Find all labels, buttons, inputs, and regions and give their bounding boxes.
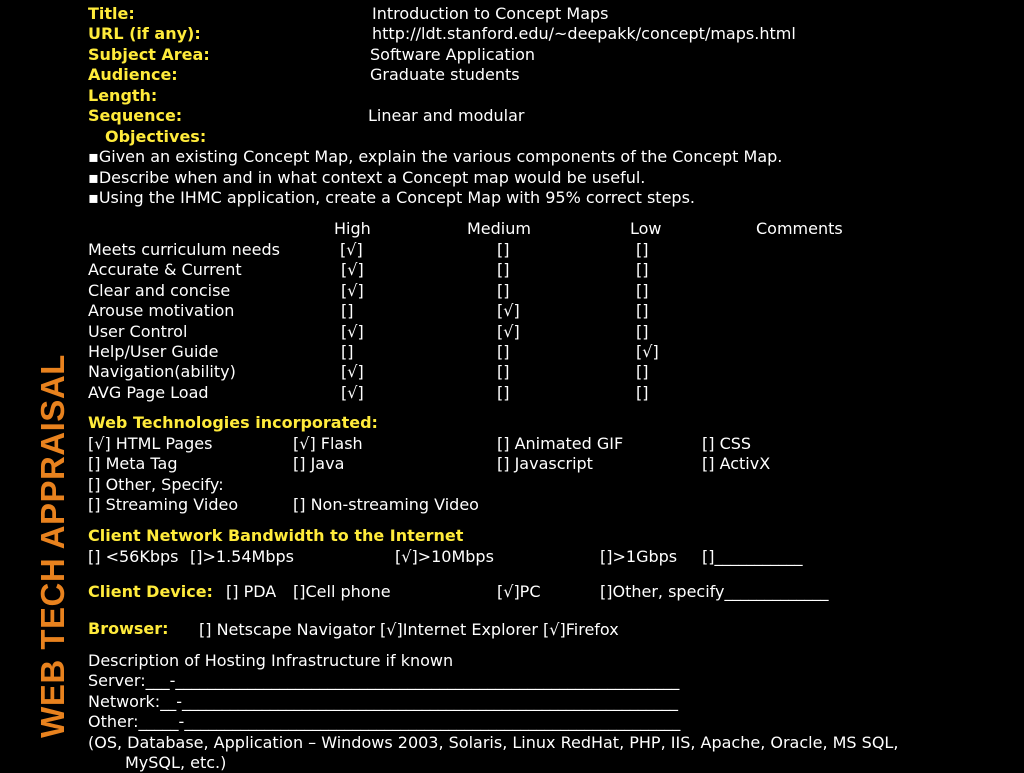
rating-high: [] — [341, 301, 354, 320]
sequence-label: Sequence: — [88, 106, 183, 125]
browser-options: [] Netscape Navigator [√]Internet Explorer [√]Firefox — [199, 620, 619, 639]
criterion-label: AVG Page Load — [88, 383, 209, 402]
device-option: []Cell phone — [293, 582, 391, 601]
header-medium: Medium — [467, 219, 531, 238]
header-low: Low — [630, 219, 662, 238]
tech-option: [] Javascript — [497, 454, 593, 473]
rating-high: [√] — [341, 281, 364, 300]
web-tech-heading: Web Technologies incorporated: — [88, 413, 378, 432]
rating-medium: [] — [497, 281, 510, 300]
rating-high: [] — [341, 342, 354, 361]
header-comments: Comments — [756, 219, 843, 238]
rating-medium: [] — [497, 240, 510, 259]
rating-low: [] — [636, 260, 649, 279]
tech-option: [] Meta Tag — [88, 454, 178, 473]
criterion-label: Clear and concise — [88, 281, 231, 300]
bandwidth-heading: Client Network Bandwidth to the Internet — [88, 526, 464, 545]
rating-low: [] — [636, 322, 649, 341]
header-high: High — [334, 219, 371, 238]
rating-medium: [] — [497, 383, 510, 402]
rating-low: [] — [636, 383, 649, 402]
tech-option: [√] Flash — [293, 434, 363, 453]
objective-item: ▪Describe when and in what context a Concept map would be useful. — [88, 168, 646, 187]
objective-text: Given an existing Concept Map, explain the various components of the Concept Map. — [98, 147, 783, 166]
rating-low: [] — [636, 301, 649, 320]
rating-medium: [] — [497, 362, 510, 381]
hosting-note: (OS, Database, Application – Windows 2003, Solaris, Linux RedHat, PHP, IIS, Apache, Oracle, MS SQL, — [88, 733, 899, 752]
objective-item: ▪Using the IHMC application, create a Concept Map with 95% correct steps. — [88, 188, 695, 207]
rating-high: [√] — [340, 240, 363, 259]
url-label: URL (if any): — [88, 24, 201, 43]
criterion-label: Help/User Guide — [88, 342, 219, 361]
objective-item: ▪Given an existing Concept Map, explain the various components of the Concept Map. — [88, 147, 783, 166]
rating-medium: [√] — [497, 301, 520, 320]
tech-option: [] ActivX — [702, 454, 771, 473]
audience-label: Audience: — [88, 65, 178, 84]
rating-medium: [] — [497, 342, 510, 361]
url-value: http://ldt.stanford.edu/~deepakk/concept/maps.html — [372, 24, 796, 43]
criterion-label: User Control — [88, 322, 188, 341]
network-line: Network:__-______________________________________________________________ — [88, 692, 678, 711]
rating-low: [] — [636, 281, 649, 300]
tech-option: [] Non-streaming Video — [293, 495, 479, 514]
criterion-label: Arouse motivation — [88, 301, 235, 320]
rating-high: [√] — [341, 260, 364, 279]
bandwidth-option: []>1Gbps — [600, 547, 678, 566]
criterion-label: Meets curriculum needs — [88, 240, 280, 259]
audience-value: Graduate students — [370, 65, 520, 84]
device-option: []Other, specify_____________ — [600, 582, 829, 601]
bandwidth-option: [] <56Kbps — [88, 547, 179, 566]
sequence-value: Linear and modular — [368, 106, 525, 125]
title-label: Title: — [88, 4, 135, 23]
tech-option: [√] HTML Pages — [88, 434, 213, 453]
rating-medium: [] — [497, 260, 510, 279]
objective-text: Describe when and in what context a Concept map would be useful. — [98, 168, 646, 187]
side-title: WEB TECH APPRAISAL — [34, 354, 71, 738]
tech-option: [] Streaming Video — [88, 495, 239, 514]
rating-high: [√] — [341, 383, 364, 402]
hosting-heading: Description of Hosting Infrastructure if known — [88, 651, 454, 670]
device-option: [√]PC — [497, 582, 541, 601]
subject-label: Subject Area: — [88, 45, 210, 64]
browser-heading: Browser: — [88, 619, 169, 638]
subject-value: Software Application — [370, 45, 536, 64]
bandwidth-option: []>1.54Mbps — [190, 547, 294, 566]
tech-option: [] CSS — [702, 434, 752, 453]
rating-low: [] — [636, 362, 649, 381]
criterion-label: Accurate & Current — [88, 260, 242, 279]
tech-option: [] Other, Specify: — [88, 475, 224, 494]
other-line: Other:_____-______________________________________________________________ — [88, 712, 681, 731]
objectives-heading: Objectives: — [105, 127, 207, 146]
server-line: Server:___-_______________________________________________________________ — [88, 671, 680, 690]
bandwidth-option: []___________ — [702, 547, 803, 566]
rating-low: [] — [636, 240, 649, 259]
hosting-note-cont: MySQL, etc.) — [125, 753, 227, 772]
tech-option: [] Java — [293, 454, 345, 473]
device-option: [] PDA — [226, 582, 277, 601]
bandwidth-option: [√]>10Mbps — [395, 547, 494, 566]
device-heading: Client Device: — [88, 582, 213, 601]
objective-text: Using the IHMC application, create a Concept Map with 95% correct steps. — [98, 188, 695, 207]
rating-high: [√] — [341, 362, 364, 381]
title-value: Introduction to Concept Maps — [372, 4, 609, 23]
rating-high: [√] — [341, 322, 364, 341]
rating-low: [√] — [636, 342, 659, 361]
criterion-label: Navigation(ability) — [88, 362, 236, 381]
tech-option: [] Animated GIF — [497, 434, 624, 453]
rating-medium: [√] — [497, 322, 520, 341]
length-label: Length: — [88, 86, 158, 105]
